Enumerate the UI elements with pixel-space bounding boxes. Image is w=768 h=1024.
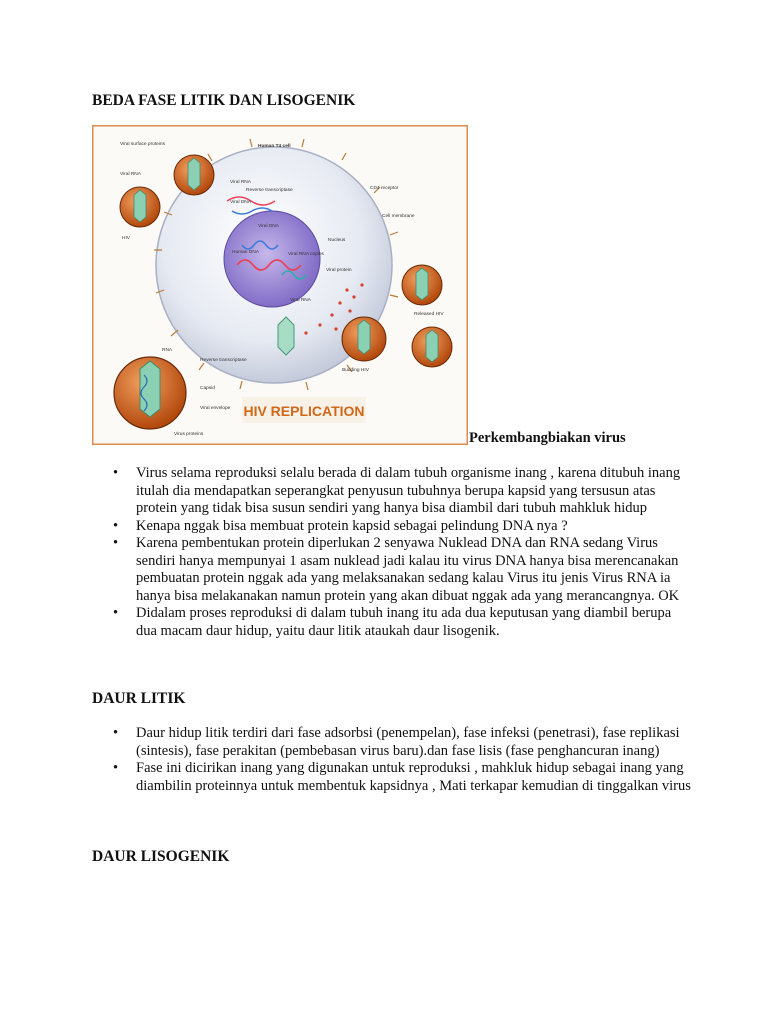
list-item: • Virus selama reproduksi selalu berada di dalam tubuh organisme inang , karena ditubuh inang itulah dia mendapatkan seperangkat penyusun tubuhnya berupa kapsid yang tersusun atas protein yang tidak bisa susun sendiri yang hanya bisa diambil dari tubuh mahkluk hidup bbox=[92, 465, 692, 518]
heading-daur-litik: DAUR LITIK bbox=[92, 690, 186, 707]
label-viral-rna-top: Viral RNA bbox=[120, 172, 141, 177]
label-budding-hiv: Budding HIV bbox=[342, 368, 369, 373]
label-virus-proteins: Virus proteins bbox=[174, 432, 204, 437]
list-item: • Karena pembentukan protein diperlukan 2 senyawa Nuklead DNA dan RNA sedang Virus sendiri hanya mempunyai 1 asam nuklead jadi kalau itu virus DNA hanya bisa merencanakan pembuatan protein nggak ada yang melaksanakan sedang kalau Virus itu jenis Virus RNA ia hanya bisa melakanakan namun protein yang akan dibuat nggak ada yang merancangnya. OK bbox=[92, 535, 692, 605]
budding-particle-core bbox=[278, 317, 294, 355]
budding-hiv bbox=[342, 317, 386, 361]
label-surface-proteins: Viral surface proteins bbox=[120, 142, 165, 147]
heading-daur-lisogenik: DAUR LISOGENIK bbox=[92, 848, 230, 865]
list-item: • Daur hidup litik terdiri dari fase adsorbsi (penempelan), fase infeksi (penetrasi), fase replikasi (sintesis), fase perakitan (pembebasan virus baru).dan fase lisis (fase penghancuran inang) bbox=[92, 725, 692, 760]
label-viral-rna-cytoplasm: Viral RNA bbox=[290, 298, 311, 303]
figure-caption: Perkembangbiakan virus bbox=[469, 430, 626, 446]
list-item: • Kenapa nggak bisa membuat protein kapsid sebagai pelindung DNA nya ? bbox=[92, 518, 692, 536]
hiv-virus-large bbox=[114, 357, 186, 429]
label-viral-envelope: Viral envelope bbox=[200, 406, 231, 411]
label-capsid: Capsid bbox=[200, 386, 215, 391]
label-viral-rna-inside: Viral RNA bbox=[230, 180, 251, 185]
list-item: • Didalam proses reproduksi di dalam tubuh inang itu ada dua keputusan yang diambil berupa dua macam daur hidup, yaitu daur litik ataukah daur lisogenik. bbox=[92, 605, 692, 640]
figure-banner: HIV REPLICATION bbox=[243, 403, 365, 419]
intro-bullet-list bbox=[92, 465, 692, 640]
label-rna: RNA bbox=[162, 348, 173, 353]
label-human-dna: Human DNA bbox=[232, 250, 259, 255]
released-hiv-top bbox=[402, 265, 442, 305]
label-viral-dna-nucleus: Viral DNA bbox=[258, 224, 279, 229]
document-title: BEDA FASE LITIK DAN LISOGENIK bbox=[92, 92, 356, 109]
list-item: • Fase ini dicirikan inang yang digunakan untuk reproduksi , mahkluk hidup sebagai inang yang diambilin proteinnya untuk membentuk kapsidnya , Mati terkapar kemudian di tinggalkan virus bbox=[92, 760, 692, 795]
label-viral-rna-copies: Viral RNA copies bbox=[288, 252, 324, 257]
label-reverse-transcriptase-2: Reverse transcriptase bbox=[200, 358, 247, 363]
label-nucleus: Nucleus bbox=[328, 238, 346, 243]
label-cd4-receptor: CD4 receptor bbox=[370, 186, 399, 191]
released-hiv-bottom bbox=[412, 327, 452, 367]
hiv-replication-figure bbox=[92, 125, 468, 445]
label-viral-dna: Viral DNA bbox=[230, 200, 251, 205]
label-reverse-transcriptase: Reverse transcriptase bbox=[246, 188, 293, 193]
label-viral-protein: Viral protein bbox=[326, 268, 352, 273]
label-t4-cell: Human T4 cell bbox=[258, 144, 291, 149]
litik-bullet-list bbox=[92, 725, 692, 795]
label-hiv: HIV bbox=[122, 236, 130, 241]
label-released-hiv: Released HIV bbox=[414, 312, 444, 317]
hiv-virus-top bbox=[174, 155, 214, 195]
label-cell-membrane: Cell membrane bbox=[382, 214, 415, 219]
hiv-virus-left bbox=[120, 187, 160, 227]
